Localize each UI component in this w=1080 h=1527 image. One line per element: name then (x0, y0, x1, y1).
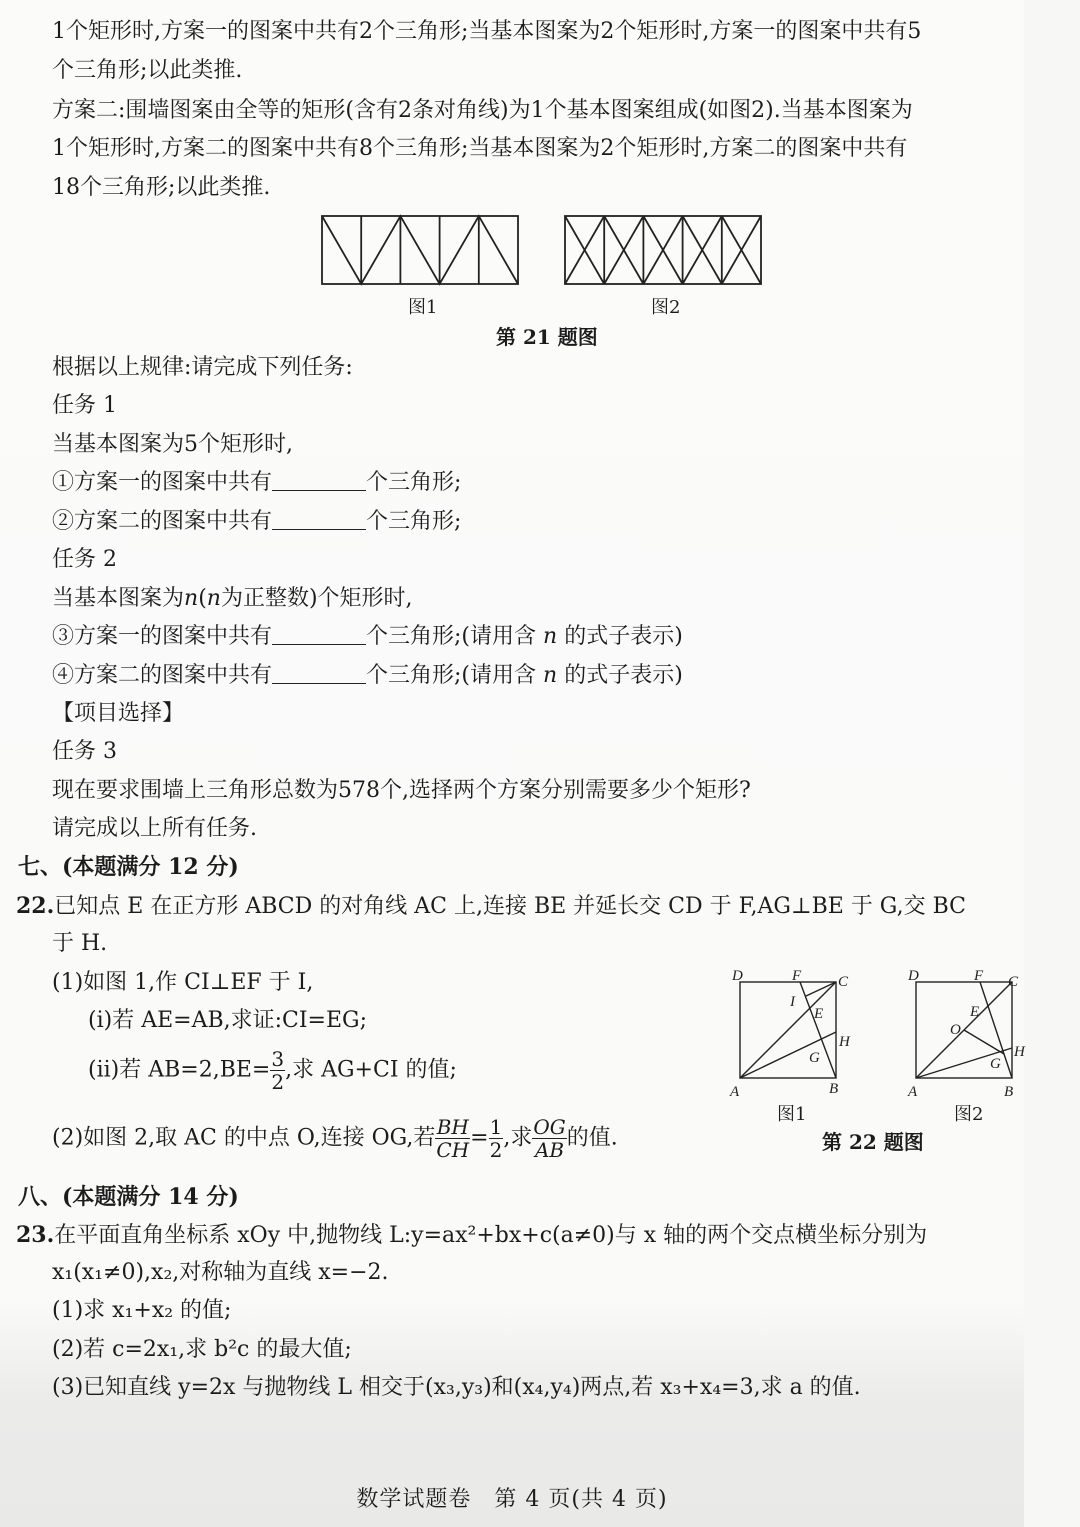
q22-fig1-diagram (728, 964, 858, 1100)
tasks-lead: 根据以上规律:请完成下列任务: (52, 355, 353, 380)
fig21-scheme1-diagram (318, 212, 522, 288)
q4-answer-blank (272, 663, 366, 684)
q3-answer-blank (272, 624, 366, 645)
task2-q4 (52, 661, 683, 691)
task1-q1 (52, 468, 461, 498)
q22-fig1-label-e: E (814, 1006, 824, 1022)
intro-line-4: 1个矩形时,方案二的图案中共有8个三角形;当基本图案为2个矩形时,方案二的图案中共有 (52, 136, 908, 161)
q22-p2-f3-num: OG (533, 1116, 566, 1139)
q22-ii-fraction (270, 1048, 285, 1093)
q2-prefix: ②方案二的图案中共有 (52, 509, 273, 534)
q22-fig1-label-g: G (809, 1050, 820, 1066)
intro-line-3: 方案二:围墙图案由全等的矩形(含有2条对角线)为1个基本图案组成(如图2).当基本图案为 (52, 98, 913, 123)
q4-end: 的式子表示) (564, 663, 683, 688)
q22-fig1-seg-ah (740, 1032, 836, 1078)
q22-p2-suffix: 的值. (566, 1125, 618, 1151)
q22-fig2-seg-og (964, 1030, 1004, 1054)
q23-number: 23. (16, 1222, 55, 1248)
q22-p2-f2-den: 2 (489, 1138, 503, 1161)
q22-line-2: 于 H. (52, 931, 108, 956)
q22-p2-mid: ,求 (503, 1125, 533, 1151)
q22-part1-ii (88, 1048, 457, 1093)
task3-text: 现在要求围墙上三角形总数为578个,选择两个方案分别需要多少个矩形? (52, 778, 751, 803)
q23-part2: (2)若 c=2x₁,求 b²c 的最大值; (52, 1337, 352, 1362)
q23-part1: (1)求 x₁+x₂ 的值; (52, 1298, 232, 1323)
project-heading: 【项目选择】 (52, 701, 185, 726)
q22-number: 22. (16, 893, 55, 919)
q3-prefix: ③方案一的图案中共有 (52, 624, 273, 649)
q22-p2-prefix: (2)如图 2,取 AC 的中点 O,连接 OG,若 (52, 1125, 436, 1151)
q22-fig2-label-o: O (950, 1022, 961, 1038)
fig21-caption: 第 21 题图 (496, 325, 598, 349)
q22-fig2-label-a: A (908, 1084, 918, 1100)
q22-p2-f2-num: 1 (489, 1116, 503, 1139)
q3-suffix: 个三角形;(请用含 (366, 624, 537, 649)
q22-line-1 (16, 891, 966, 922)
fig21-1-zigzag (322, 216, 518, 284)
q4-suffix: 个三角形;(请用含 (366, 663, 537, 688)
q22-p2-f1-den: CH (436, 1138, 470, 1161)
intro-line-5: 18个三角形;以此类推. (52, 175, 271, 200)
fig21-scheme2-diagram (561, 212, 765, 288)
task1-q2 (52, 507, 461, 537)
task2-q3 (52, 622, 683, 652)
q22-fig1-label-a: A (730, 1084, 740, 1100)
t2-paren: ( (198, 586, 207, 611)
q22-p2-frac-bh-ch (435, 1116, 470, 1161)
page-footer: 数学试题卷 第 4 页(共 4 页) (356, 1487, 668, 1512)
q22-p2-f3-den: AB (534, 1138, 565, 1161)
q3-end: 的式子表示) (564, 624, 683, 649)
q3-var-n: n (543, 624, 558, 649)
task3-title: 任务 3 (52, 739, 117, 764)
q23-stem: 在平面直角坐标系 xOy 中,抛物线 L:y=ax²+bx+c(a≠0)与 x 轴的两个交点横坐标分别为 (54, 1223, 928, 1248)
q22-fig2-label-d: D (908, 968, 919, 984)
q22-fig2-label-e: E (970, 1004, 980, 1020)
q1-answer-blank (272, 470, 366, 491)
q22-stem: 已知点 E 在正方形 ABCD 的对角线 AC 上,连接 BE 并延长交 CD 于 F,AG⊥BE 于 G,交 BC (54, 894, 966, 919)
q2-suffix: 个三角形; (366, 509, 462, 534)
fig21-1-label: 图1 (408, 297, 438, 318)
intro-line-2: 个三角形;以此类推. (52, 58, 243, 83)
q22-part2 (52, 1116, 618, 1161)
fig21-2-label: 图2 (651, 297, 681, 318)
q22-fig2-diagram (904, 964, 1032, 1100)
task2-title: 任务 2 (52, 547, 117, 572)
q22-part1: (1)如图 1,作 CI⊥EF 于 I, (52, 970, 314, 995)
q22-ii-frac-num: 3 (271, 1048, 285, 1071)
q22-fig1-diag-ac (740, 982, 836, 1078)
t2-cond-prefix: 当基本图案为 (52, 586, 185, 611)
q22-fig1-label-d: D (732, 968, 743, 984)
section8-heading: 八、(本题满分 14 分) (18, 1184, 239, 1210)
q22-fig-caption: 第 22 题图 (822, 1130, 924, 1154)
intro-line-1: 1个矩形时,方案一的图案中共有2个三角形;当基本图案为2个矩形时,方案一的图案中共有5 (52, 19, 922, 44)
q22-fig2-label-h: H (1014, 1044, 1025, 1060)
t2-var-n2: n (206, 586, 221, 611)
background-strip (1024, 0, 1080, 1527)
q1-suffix: 个三角形; (366, 470, 462, 495)
q22-fig2-label-f: F (974, 968, 984, 984)
q4-var-n: n (543, 663, 558, 688)
q22-ii-prefix: (ii)若 AB=2,BE= (88, 1057, 271, 1083)
q22-fig1-label-c: C (838, 974, 849, 990)
q22-p2-eq: = (470, 1125, 489, 1151)
task2-condition (52, 584, 413, 614)
q1-prefix: ①方案一的图案中共有 (52, 470, 273, 495)
q4-prefix: ④方案二的图案中共有 (52, 663, 273, 688)
q2-answer-blank (272, 509, 366, 530)
q22-fig1-seg-ci (806, 982, 836, 996)
q22-fig1-label-b: B (829, 1081, 839, 1097)
t2-var-n: n (184, 586, 199, 611)
task1-title: 任务 1 (52, 393, 117, 418)
q22-ii-frac-den: 2 (271, 1070, 285, 1093)
q22-fig2-label-c: C (1008, 974, 1019, 990)
q23-part3: (3)已知直线 y=2x 与抛物线 L 相交于(x₃,y₃)和(x₄,y₄)两点,若 x₃+x₄=3,求 a 的值. (52, 1375, 861, 1400)
q22-part1-i: (i)若 AE=AB,求证:CI=EG; (88, 1008, 368, 1033)
q22-p2-frac-half (489, 1116, 504, 1161)
q22-fig1-label-f: F (792, 968, 802, 984)
q22-p2-frac-og-ab (532, 1116, 566, 1161)
q22-fig2-label-g: G (990, 1056, 1001, 1072)
section7-heading: 七、(本题满分 12 分) (18, 854, 239, 880)
q22-fig1-label-i: I (790, 994, 795, 1010)
q22-fig1-label-h: H (839, 1034, 850, 1050)
t2-cond-suffix: 为正整数)个矩形时, (220, 586, 413, 611)
q22-fig1-label: 图1 (777, 1104, 807, 1125)
q22-ii-suffix: ,求 AG+CI 的值; (285, 1057, 457, 1083)
q22-p2-f1-num: BH (436, 1116, 469, 1139)
q23-line-2: x₁(x₁≠0),x₂,对称轴为直线 x=−2. (52, 1260, 389, 1285)
tasks-finish: 请完成以上所有任务. (52, 816, 257, 841)
task1-condition: 当基本图案为5个矩形时, (52, 432, 293, 457)
q22-fig2-label-b: B (1004, 1084, 1014, 1100)
q23-line-1 (16, 1220, 927, 1251)
q22-fig2-label: 图2 (954, 1104, 984, 1125)
